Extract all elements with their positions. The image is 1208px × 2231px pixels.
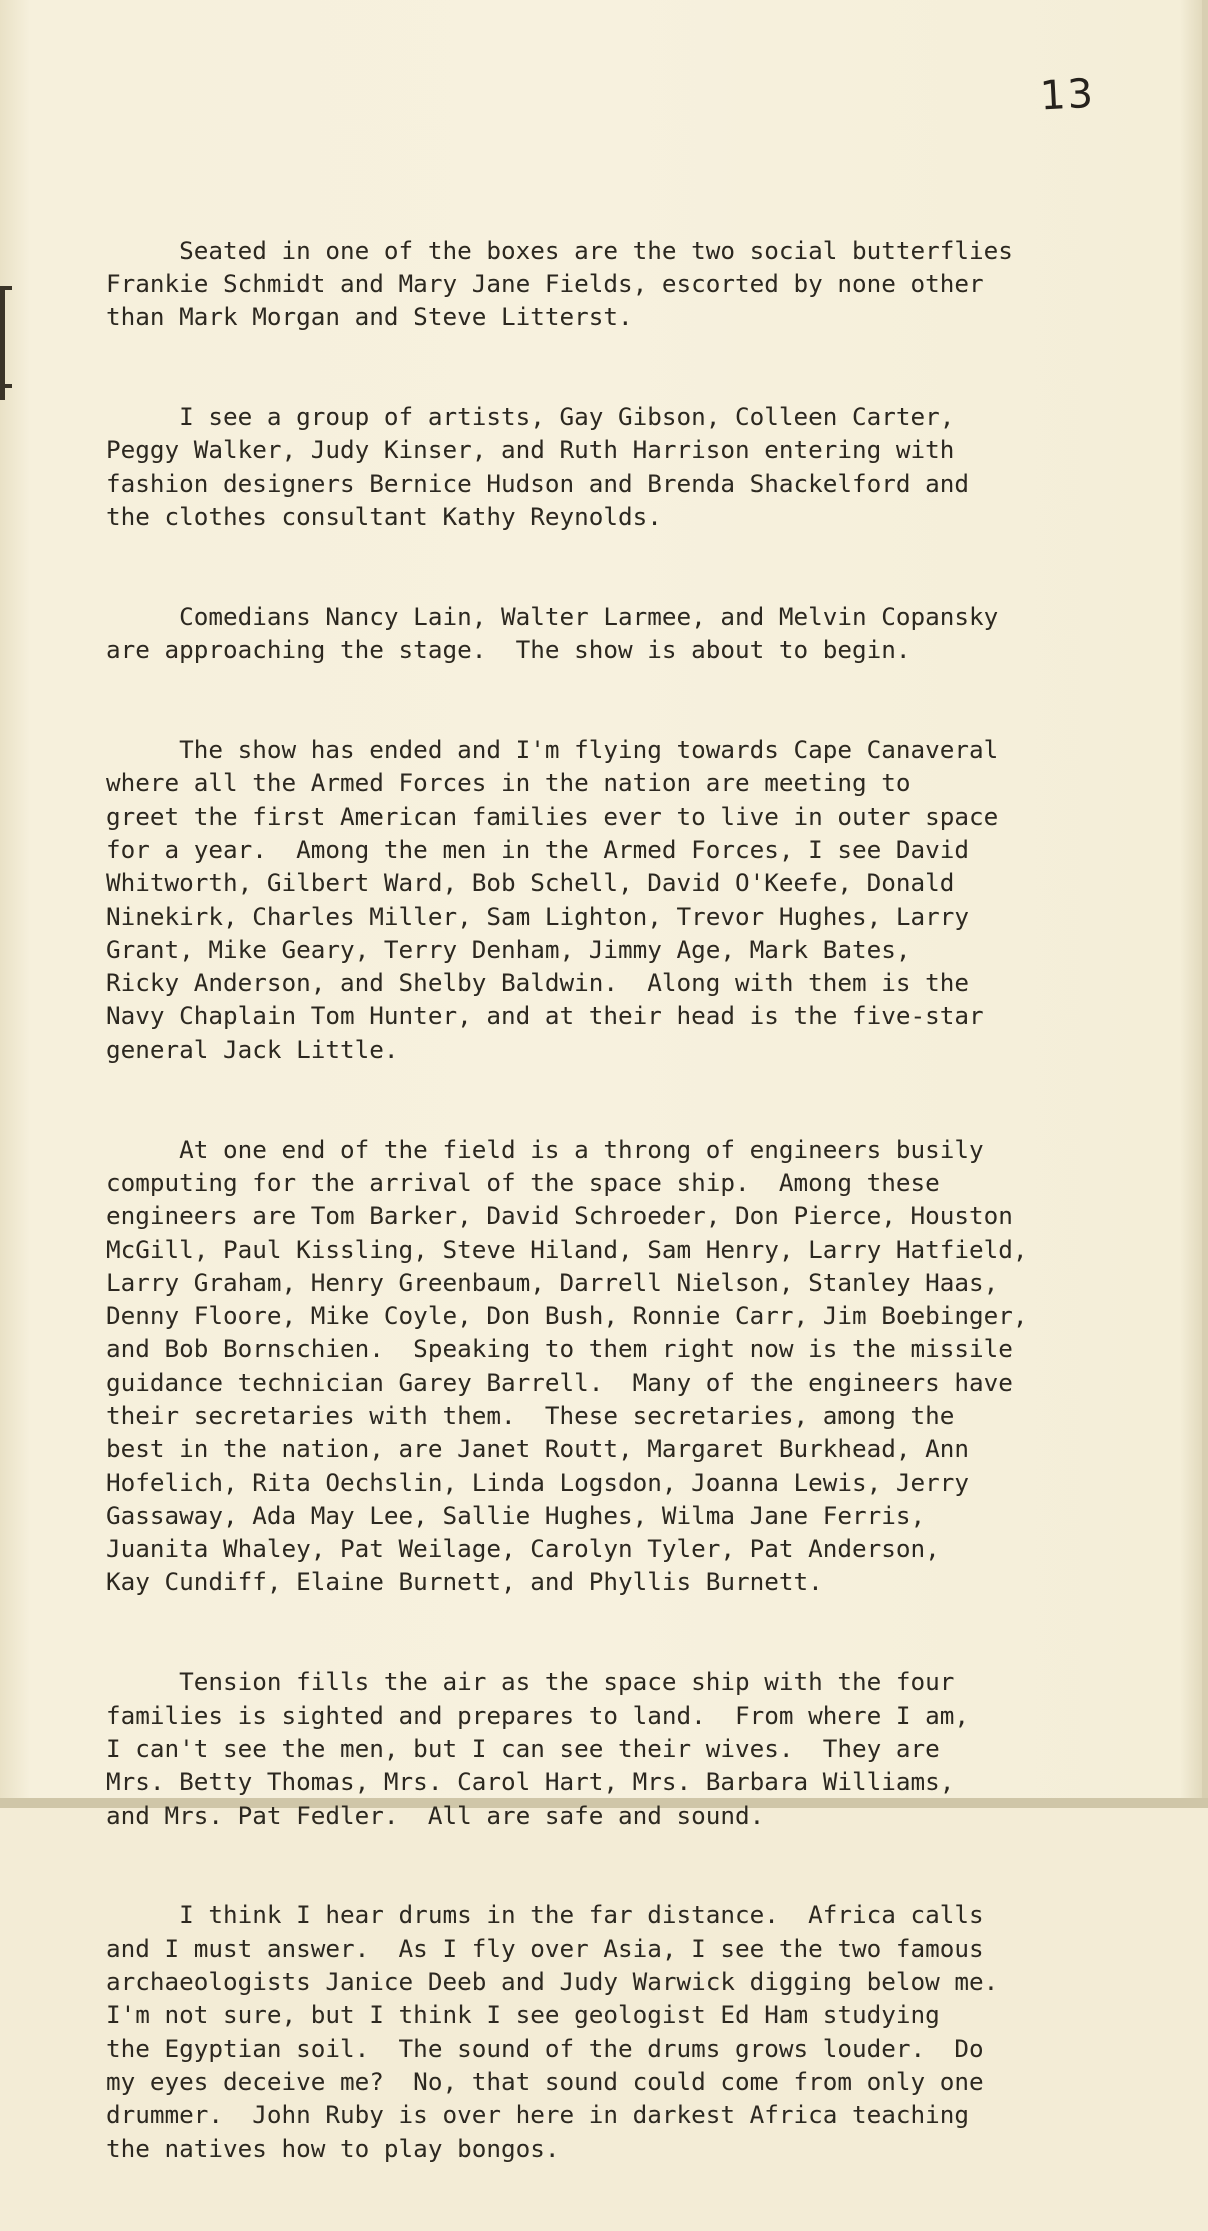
binding-mark [0, 286, 12, 290]
paragraph: At one end of the field is a throng of engineers busily computing for the arrival of the space ship. Among these engineers are Tom Barker, David Schroeder, Don Pierce, Houston McGill, Paul Kissling, Steve Hiland, Sam Henry, Larry Hatfield, Larry Graham, Henry Greenbaum, Darrell Nielson, Stanley Haas, Denny Floore, Mike Coyle, Don Bush, Ronnie Carr, Jim Boebinger, and Bob Bornschien. Speaking to them right now is the missile guidance technician Garey Barrell. Many of the engineers have their secretaries with them. These secretaries, among the best in the nation, are Janet Routt, Margaret Burkhead, Ann Hofelich, Rita Oechslin, Linda Logsdon, Joanna Lewis, Jerry Gassaway, Ada May Lee, Sallie Hughes, Wilma Jane Ferris, Juanita Whaley, Pat Weilage, Carolyn Tyler, Pat Anderson, Kay Cundiff, Elaine Burnett, and Phyllis Burnett. [106, 1134, 1028, 1597]
page-edge-right [1202, 0, 1208, 1808]
body-text [106, 167, 1166, 2231]
paragraph: The show has ended and I'm flying towards Cape Canaveral where all the Armed Forces in the nation are meeting to greet the first American families ever to live in outer space for a year. Among the men in the Armed Forces, I see David Whitworth, Gilbert Ward, Bob Schell, David O'Keefe, Donald Ninekirk, Charles Miller, Sam Lighton, Trevor Hughes, Larry Grant, Mike Geary, Terry Denham, Jimmy Age, Mark Bates, Ricky Anderson, and Shelby Baldwin. Along with them is the Navy Chaplain Tom Hunter, and at their head is the five-star general Jack Little. [106, 735, 999, 1064]
binding-mark [0, 384, 12, 388]
paragraph: Seated in one of the boxes are the two social butterflies Frankie Schmidt and Mary Jane Fields, escorted by none other than Mark Morgan and Steve Litterst. [106, 235, 1013, 332]
paragraph: I see a group of artists, Gay Gibson, Colleen Carter, Peggy Walker, Judy Kinser, and Ruth Harrison entering with fashion designers Bernice Hudson and Brenda Shackelford and the clothes consultant Kathy Reynolds. [106, 402, 970, 531]
page-number: 13 [1038, 70, 1097, 120]
paragraph: Comedians Nancy Lain, Walter Larmee, and Melvin Copansky are approaching the stage. The show is about to begin. [106, 601, 999, 665]
paragraph: Tension fills the air as the space ship with the four families is sighted and prepares to land. From where I am, I can't see the men, but I can see their wives. They are Mrs. Betty Thomas, Mrs. Carol Hart, Mrs. Barbara Williams, and Mrs. Pat Fedler. All are safe and sound. [106, 1667, 970, 1830]
paragraph: I think I hear drums in the far distance. Africa calls and I must answer. As I fly over Asia, I see the two famous archaeologists Janice Deeb and Judy Warwick digging below me. I'm not sure, but I think I see geologist Ed Ham studying the Egyptian soil. The sound of the drums grows louder. Do my eyes deceive me? No, that sound could come from only one drummer. John Ruby is over here in darkest Africa teaching the natives how to play bongos. [106, 1900, 999, 2163]
